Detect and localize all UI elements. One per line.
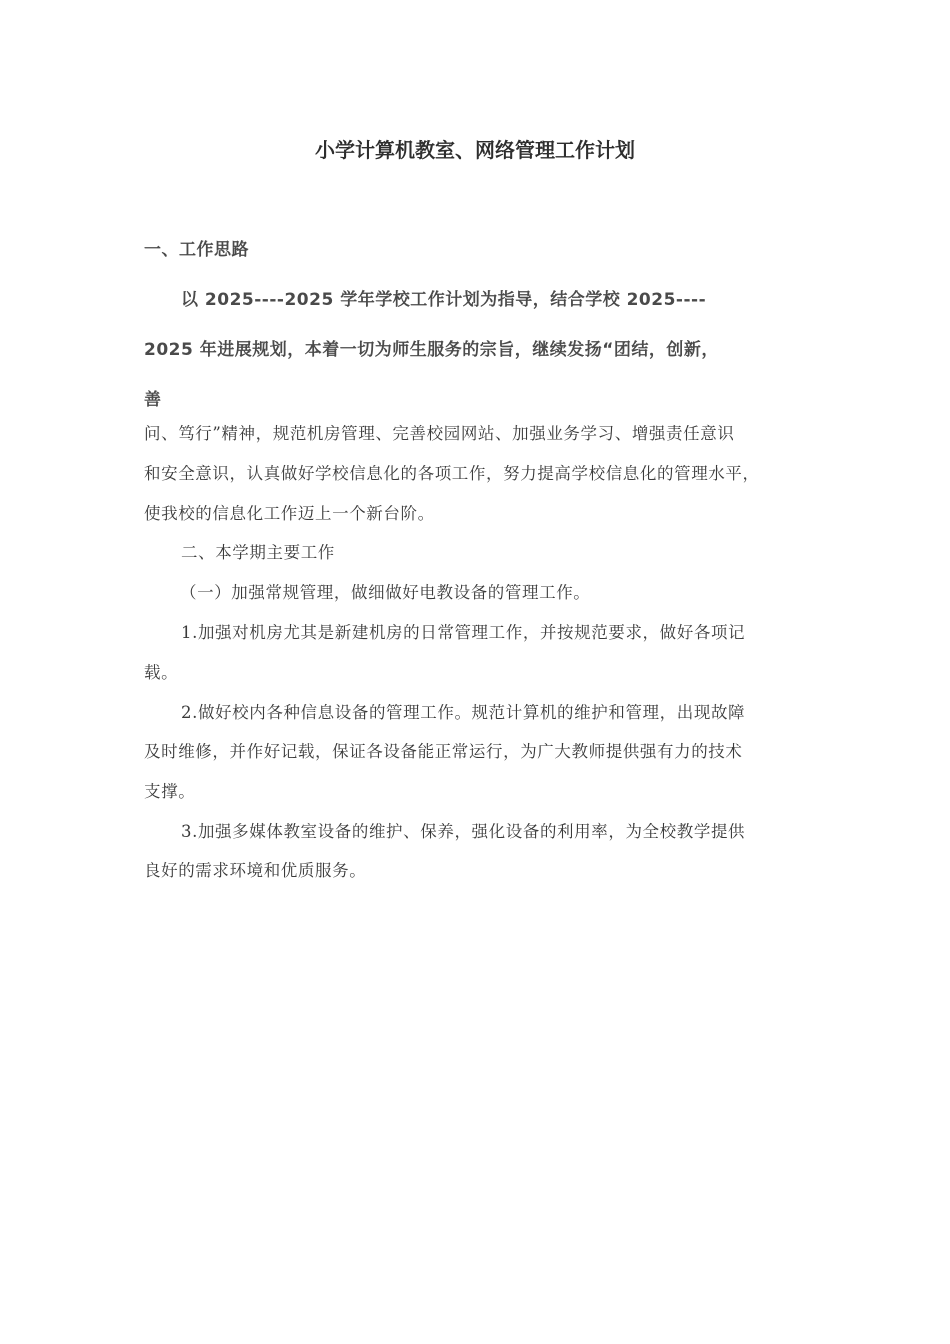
- paragraph-line: 以 2025----2025 学年学校工作计划为指导，结合学校 2025----: [181, 290, 707, 310]
- list-item-line: 及时维修，并作好记载，保证各设备能正常运行，为广大教师提供强有力的技术: [144, 742, 743, 761]
- section-heading-main-work: 二、本学期主要工作: [181, 543, 335, 562]
- list-item-line: 支撑。: [144, 782, 196, 801]
- list-item-line: 1.加强对机房尤其是新建机房的日常管理工作，并按规范要求，做好各项记: [181, 623, 746, 642]
- paragraph-line: 2025 年进展规划，本着一切为师生服务的宗旨，继续发扬“团结，创新，: [144, 340, 719, 360]
- list-item-line: 2.做好校内各种信息设备的管理工作。规范计算机的维护和管理，出现故障: [181, 703, 746, 722]
- paragraph-line: 和安全意识，认真做好学校信息化的各项工作，努力提高学校信息化的管理水平，: [144, 464, 760, 483]
- list-item-line: 3.加强多媒体教室设备的维护、保养，强化设备的利用率，为全校教学提供: [181, 822, 746, 841]
- paragraph-line: 使我校的信息化工作迈上一个新台阶。: [144, 504, 435, 523]
- document-title: 小学计算机教室、网络管理工作计划: [315, 138, 635, 162]
- section-heading-work-ideas: 一、工作思路: [144, 240, 249, 260]
- list-item-line: 良好的需求环境和优质服务。: [144, 861, 367, 880]
- paragraph-line: 问、笃行”精神，规范机房管理、完善校园网站、加强业务学习、增强责任意识: [144, 424, 735, 443]
- subsection-heading: （一）加强常规管理，做细做好电教设备的管理工作。: [180, 583, 591, 602]
- list-item-line: 载。: [144, 663, 179, 682]
- paragraph-line: 善: [144, 390, 162, 410]
